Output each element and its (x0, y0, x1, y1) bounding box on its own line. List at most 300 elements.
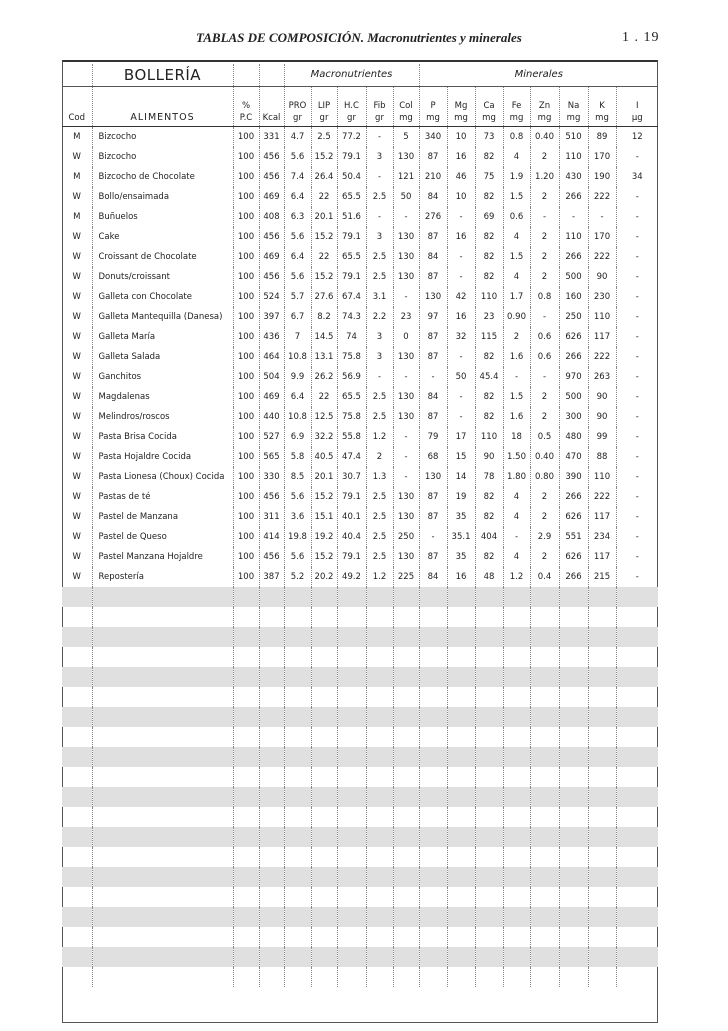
empty-cell (337, 967, 366, 987)
empty-row (62, 647, 658, 667)
empty-cell (447, 847, 475, 867)
table-cell: 130 (393, 507, 419, 527)
empty-cell (588, 847, 616, 867)
empty-row (62, 907, 658, 927)
table-cell: 100 (233, 527, 259, 547)
column-header-label: Col (399, 101, 413, 111)
table-cell: 1.6 (503, 407, 530, 427)
table-cell: 970 (559, 367, 588, 387)
table-cell: - (447, 207, 475, 227)
empty-cell (284, 727, 311, 747)
table-cell: 6.3 (284, 207, 311, 227)
table-cell: 266 (559, 347, 588, 367)
table-cell: 2.5 (366, 547, 393, 567)
table-cell: W (72, 552, 81, 562)
table-cell: 408 (259, 207, 284, 227)
empty-cell (62, 847, 92, 867)
table-cell: 266 (559, 247, 588, 267)
table-cell: 0.40 (530, 127, 559, 148)
table-row (62, 167, 658, 187)
empty-cell (393, 787, 419, 807)
table-cell: 90 (588, 267, 616, 287)
table-cell: 234 (588, 527, 616, 547)
table-cell: 19.2 (311, 527, 337, 547)
empty-cell (503, 747, 530, 767)
table-cell: 100 (233, 567, 259, 587)
empty-cell (259, 747, 284, 767)
empty-cell (259, 847, 284, 867)
empty-cell (311, 667, 337, 687)
page-number: 1 . 19 (622, 30, 660, 45)
table-cell: Galleta con Chocolate (92, 287, 233, 307)
empty-cell (559, 627, 588, 647)
empty-cell (393, 727, 419, 747)
empty-cell (311, 767, 337, 787)
table-cell: 1.3 (366, 467, 393, 487)
empty-cell (259, 787, 284, 807)
empty-cell (92, 667, 233, 687)
table-cell: 130 (393, 247, 419, 267)
table-cell: 170 (588, 147, 616, 167)
table-cell: 82 (475, 227, 503, 247)
table-row (62, 207, 658, 227)
empty-cell (503, 587, 530, 607)
empty-row (62, 687, 658, 707)
empty-row (62, 587, 658, 607)
empty-cell (588, 827, 616, 847)
empty-cell (530, 827, 559, 847)
table-cell: 16 (447, 567, 475, 587)
empty-row (62, 747, 658, 767)
empty-cell (419, 967, 447, 987)
empty-cell (616, 867, 658, 887)
column-header-label: I (636, 101, 639, 111)
table-cell: 100 (233, 267, 259, 287)
empty-cell (419, 727, 447, 747)
table-cell: 397 (259, 307, 284, 327)
empty-cell (588, 647, 616, 667)
column-header (616, 87, 658, 127)
column-header-unit: mg (482, 113, 496, 123)
table-cell: 16 (447, 307, 475, 327)
table-cell: 10.8 (284, 407, 311, 427)
empty-row (62, 807, 658, 827)
empty-cell (530, 607, 559, 627)
empty-cell (475, 747, 503, 767)
empty-cell (559, 747, 588, 767)
column-header-unit: P.C (239, 113, 253, 123)
table-row (62, 307, 658, 327)
table-cell: - (616, 527, 658, 547)
table-cell: - (393, 287, 419, 307)
table-cell: 7 (284, 327, 311, 347)
table-cell: 23 (475, 307, 503, 327)
table-cell: 3 (366, 327, 393, 347)
table-cell: 469 (259, 387, 284, 407)
empty-cell (393, 847, 419, 867)
header-row-groups (62, 64, 658, 87)
table-cell: Bizcocho (92, 127, 233, 148)
table-cell: 82 (475, 547, 503, 567)
table-cell: 22 (311, 247, 337, 267)
table-cell: 110 (475, 287, 503, 307)
empty-cell (419, 907, 447, 927)
empty-cell (92, 607, 233, 627)
table-row (62, 367, 658, 387)
table-cell: 110 (588, 307, 616, 327)
empty-cell (284, 827, 311, 847)
table-cell: Bollo/ensaimada (92, 187, 233, 207)
table-cell: W (72, 292, 81, 302)
empty-cell (337, 667, 366, 687)
empty-cell (503, 607, 530, 627)
empty-cell (559, 767, 588, 787)
empty-cell (559, 927, 588, 947)
empty-cell (559, 947, 588, 967)
empty-cell (92, 767, 233, 787)
empty-cell (393, 827, 419, 847)
empty-cell (92, 627, 233, 647)
empty-cell (419, 667, 447, 687)
table-cell: W (72, 192, 81, 202)
table-cell: 40.1 (337, 507, 366, 527)
empty-row (62, 887, 658, 907)
table-cell: 5.7 (284, 287, 311, 307)
empty-cell (311, 927, 337, 947)
table-cell: 20.2 (311, 567, 337, 587)
table-cell: - (393, 427, 419, 447)
empty-cell (233, 947, 259, 967)
table-cell: 4 (503, 227, 530, 247)
table-cell: - (447, 247, 475, 267)
empty-cell (259, 887, 284, 907)
empty-cell (588, 667, 616, 687)
empty-row (62, 827, 658, 847)
empty-cell (62, 807, 92, 827)
column-header (393, 87, 419, 127)
empty-cell (616, 667, 658, 687)
table-cell: 2 (366, 447, 393, 467)
table-cell: - (530, 367, 559, 387)
empty-cell (233, 867, 259, 887)
empty-cell (311, 867, 337, 887)
table-cell: 34 (616, 167, 658, 187)
table-cell: 130 (393, 147, 419, 167)
empty-cell (447, 887, 475, 907)
table-cell: 130 (393, 487, 419, 507)
table-cell: 250 (559, 307, 588, 327)
table-cell: M (73, 132, 81, 142)
empty-cell (393, 747, 419, 767)
empty-cell (366, 707, 393, 727)
table-cell: - (393, 207, 419, 227)
table-cell: 565 (259, 447, 284, 467)
table-cell: 6.4 (284, 187, 311, 207)
empty-cell (337, 767, 366, 787)
empty-cell (311, 807, 337, 827)
empty-cell (530, 927, 559, 947)
table-cell: 2.5 (366, 187, 393, 207)
empty-cell (259, 647, 284, 667)
table-cell: 15.1 (311, 507, 337, 527)
table-cell: 14.5 (311, 327, 337, 347)
table-cell: 79.1 (337, 227, 366, 247)
table-cell: 32.2 (311, 427, 337, 447)
column-header-label: % (241, 101, 251, 111)
empty-cell (284, 707, 311, 727)
table-cell: 100 (233, 427, 259, 447)
table-cell: 89 (588, 127, 616, 148)
table-cell: - (366, 207, 393, 227)
table-cell: 130 (393, 407, 419, 427)
table-cell: 87 (419, 227, 447, 247)
table-row (62, 347, 658, 367)
empty-cell (366, 747, 393, 767)
empty-cell (475, 687, 503, 707)
column-header: Kcal (259, 87, 284, 127)
table-cell: 100 (233, 167, 259, 187)
empty-cell (559, 827, 588, 847)
table-cell: 3.6 (284, 507, 311, 527)
table-cell: 100 (233, 247, 259, 267)
empty-cell (559, 707, 588, 727)
table-cell: 75.8 (337, 347, 366, 367)
empty-cell (259, 687, 284, 707)
empty-cell (616, 887, 658, 907)
empty-cell (366, 907, 393, 927)
table-cell: 8.5 (284, 467, 311, 487)
table-cell: 87 (419, 507, 447, 527)
empty-cell (366, 927, 393, 947)
empty-cell (62, 687, 92, 707)
table-cell: 100 (233, 287, 259, 307)
table-cell: Melindros/roscos (92, 407, 233, 427)
table-cell: 117 (588, 507, 616, 527)
table-cell: 5.8 (284, 447, 311, 467)
table-cell: 100 (233, 507, 259, 527)
table-cell: 100 (233, 467, 259, 487)
empty-cell (284, 627, 311, 647)
empty-cell (503, 927, 530, 947)
table-cell: 16 (447, 227, 475, 247)
table-cell: Donuts/croissant (92, 267, 233, 287)
table-cell: 45.4 (475, 367, 503, 387)
table-cell: 4.7 (284, 127, 311, 148)
header-blank (233, 64, 259, 87)
composition-table (62, 64, 658, 987)
table-cell: - (366, 167, 393, 187)
table-cell: 250 (393, 527, 419, 547)
empty-cell (311, 847, 337, 867)
table-cell: 4 (503, 147, 530, 167)
table-cell: - (616, 567, 658, 587)
empty-cell (475, 807, 503, 827)
empty-cell (503, 767, 530, 787)
empty-cell (419, 747, 447, 767)
table-cell: Galleta María (92, 327, 233, 347)
table-cell: 1.2 (366, 567, 393, 587)
table-cell: 49.2 (337, 567, 366, 587)
table-row (62, 247, 658, 267)
empty-cell (366, 807, 393, 827)
table-cell: 170 (588, 227, 616, 247)
empty-cell (92, 707, 233, 727)
empty-cell (337, 647, 366, 667)
empty-cell (530, 727, 559, 747)
table-cell: 500 (559, 267, 588, 287)
table-cell: 130 (393, 267, 419, 287)
table-cell: 6.9 (284, 427, 311, 447)
table-row (62, 507, 658, 527)
empty-cell (419, 947, 447, 967)
empty-cell (284, 967, 311, 987)
empty-cell (284, 947, 311, 967)
empty-cell (284, 847, 311, 867)
table-cell: 266 (559, 567, 588, 587)
table-cell: 225 (393, 567, 419, 587)
table-cell: 79.1 (337, 267, 366, 287)
table-cell: 456 (259, 167, 284, 187)
table-cell: 2 (530, 147, 559, 167)
table-cell: - (447, 267, 475, 287)
table-cell: W (72, 272, 81, 282)
table-cell: Croissant de Chocolate (92, 247, 233, 267)
table-cell: W (72, 512, 81, 522)
empty-cell (311, 887, 337, 907)
column-header-unit: mg (595, 113, 609, 123)
table-body (62, 64, 658, 987)
empty-cell (92, 827, 233, 847)
table-cell: - (559, 207, 588, 227)
empty-cell (337, 587, 366, 607)
empty-cell (588, 747, 616, 767)
table-cell: 387 (259, 567, 284, 587)
table-cell: 74 (337, 327, 366, 347)
empty-cell (233, 747, 259, 767)
table-cell: 2 (530, 487, 559, 507)
table-cell: 2.5 (311, 127, 337, 148)
table-cell: 87 (419, 267, 447, 287)
empty-cell (475, 867, 503, 887)
table-cell: 1.50 (503, 447, 530, 467)
table-cell: 10 (447, 127, 475, 148)
table-cell: 456 (259, 227, 284, 247)
empty-cell (447, 827, 475, 847)
table-cell: 464 (259, 347, 284, 367)
table-row (62, 407, 658, 427)
table-cell: 9.9 (284, 367, 311, 387)
table-cell: 3 (366, 147, 393, 167)
empty-cell (530, 707, 559, 727)
empty-cell (259, 827, 284, 847)
table-cell: 3.1 (366, 287, 393, 307)
empty-cell (588, 627, 616, 647)
empty-cell (284, 787, 311, 807)
table-cell: 160 (559, 287, 588, 307)
empty-cell (62, 647, 92, 667)
empty-cell (530, 747, 559, 767)
table-cell: 0 (393, 327, 419, 347)
empty-cell (475, 587, 503, 607)
empty-cell (259, 927, 284, 947)
table-cell: 20.1 (311, 467, 337, 487)
empty-cell (419, 687, 447, 707)
table-cell: - (616, 227, 658, 247)
table-cell: 100 (233, 547, 259, 567)
empty-cell (259, 587, 284, 607)
empty-cell (337, 887, 366, 907)
table-cell: 79.1 (337, 547, 366, 567)
empty-cell (588, 727, 616, 747)
table-cell: 90 (475, 447, 503, 467)
table-cell: - (616, 467, 658, 487)
table-cell: 100 (233, 187, 259, 207)
table-row (62, 147, 658, 167)
table-cell: 8.2 (311, 307, 337, 327)
table-cell: 2 (530, 547, 559, 567)
empty-cell (62, 907, 92, 927)
empty-cell (559, 867, 588, 887)
empty-cell (616, 687, 658, 707)
table-cell: W (72, 312, 81, 322)
table-cell: 69 (475, 207, 503, 227)
empty-row (62, 607, 658, 627)
empty-cell (393, 587, 419, 607)
empty-cell (616, 967, 658, 987)
column-header (233, 87, 259, 127)
table-cell: 1.5 (503, 247, 530, 267)
empty-cell (419, 827, 447, 847)
table-cell: 2 (530, 507, 559, 527)
column-header-label: Zn (538, 101, 551, 111)
empty-cell (530, 867, 559, 887)
empty-cell (233, 767, 259, 787)
table-cell: 100 (233, 347, 259, 367)
empty-cell (616, 727, 658, 747)
table-cell: Pastel Manzana Hojaldre (92, 547, 233, 567)
empty-cell (92, 927, 233, 947)
table-cell: 55.8 (337, 427, 366, 447)
empty-cell (559, 667, 588, 687)
empty-cell (311, 907, 337, 927)
empty-cell (337, 727, 366, 747)
table-cell: W (72, 372, 81, 382)
empty-cell (447, 587, 475, 607)
table-cell: 100 (233, 207, 259, 227)
table-cell: 331 (259, 127, 284, 148)
empty-cell (259, 627, 284, 647)
table-cell: 99 (588, 427, 616, 447)
table-cell: 1.6 (503, 347, 530, 367)
table-cell: 87 (419, 347, 447, 367)
table-cell: 79.1 (337, 487, 366, 507)
table-cell: 22 (311, 387, 337, 407)
empty-cell (530, 787, 559, 807)
table-cell: Ganchitos (92, 367, 233, 387)
empty-cell (284, 667, 311, 687)
empty-cell (559, 907, 588, 927)
column-header (337, 87, 366, 127)
empty-cell (559, 607, 588, 627)
empty-cell (62, 727, 92, 747)
table-row (62, 387, 658, 407)
empty-cell (311, 627, 337, 647)
empty-cell (475, 667, 503, 687)
table-cell: 117 (588, 547, 616, 567)
table-cell: 6.4 (284, 247, 311, 267)
column-header (530, 87, 559, 127)
header-row-columns (62, 87, 658, 127)
